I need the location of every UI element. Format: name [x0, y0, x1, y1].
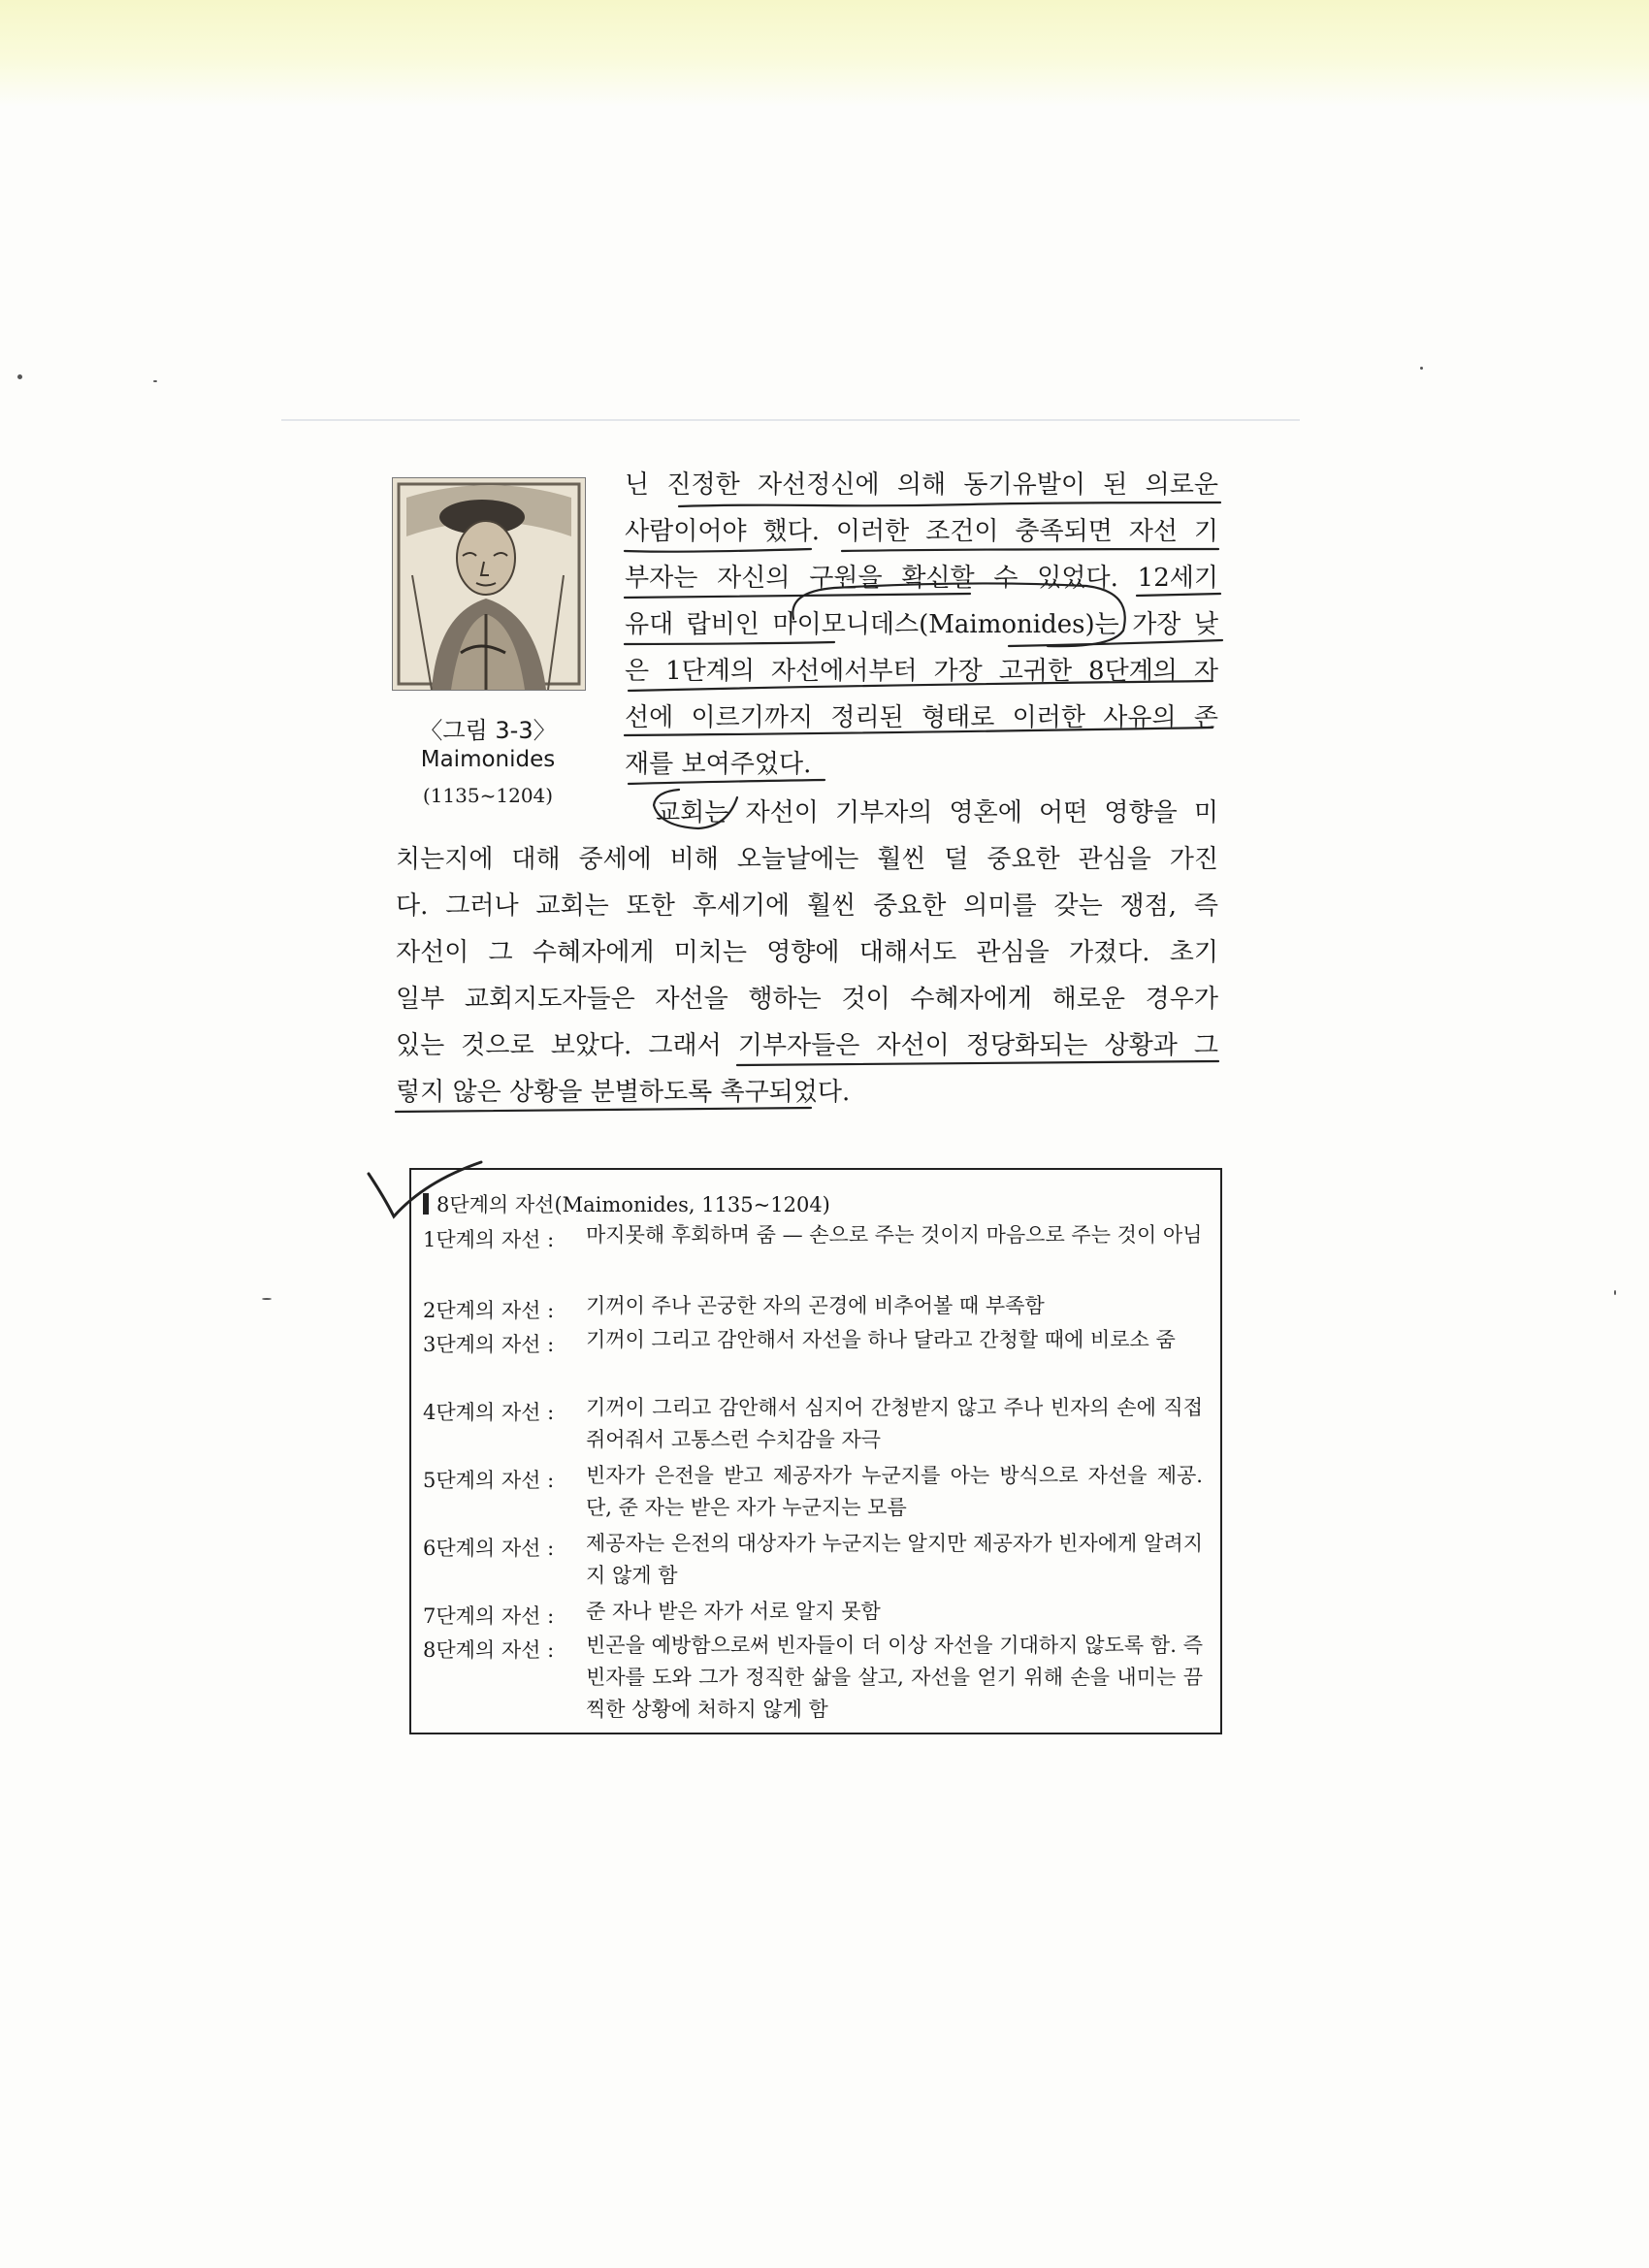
body-line: 있는 것으로 보았다. 그래서 기부자들은 자선이 정당화되는 상황과 그: [396, 1031, 1218, 1060]
box-title-text: 8단계의 자선(Maimonides, 1135~1204): [436, 1193, 830, 1216]
stage-text: 빈자가 은전을 받고 제공자가 누군지를 아는 방식으로 자선을 제공. 단, 준 자는 받은 자가 누군지는 모름: [586, 1464, 1203, 1519]
title-bar-icon: [423, 1193, 429, 1215]
body-line: 교회는 자선이 기부자의 영혼에 어떤 영향을 미: [656, 798, 1218, 827]
figure-caption-label: 〈그림 3-3〉: [419, 717, 557, 744]
stage-text: 기꺼이 그리고 감안해서 자선을 하나 달라고 간청할 때에 비로소 줌: [586, 1328, 1176, 1351]
body-line: 렇지 않은 상황을 분별하도록 촉구되었다.: [396, 1078, 851, 1107]
pen-underline: [396, 1108, 811, 1112]
stage-text: 기꺼이 주나 곤궁한 자의 곤경에 비추어볼 때 부족함: [586, 1294, 1045, 1317]
pen-underline: [679, 502, 1220, 506]
stage-label: 8단계의 자선 :: [423, 1638, 555, 1662]
body-line: 재를 보여주었다.: [625, 750, 812, 779]
body-line: 선에 이르기까지 정리된 형태로 이러한 사유의 존: [625, 703, 1218, 732]
figure-caption-years: (1135~1204): [422, 784, 554, 807]
pen-underline: [1137, 594, 1220, 596]
pen-underline: [625, 549, 811, 552]
box-title: [423, 1189, 830, 1218]
body-line: 치는지에 대해 중세에 비해 오늘날에는 훨씬 덜 중요한 관심을 가진: [396, 845, 1218, 874]
pen-underline: [625, 642, 834, 644]
stage-text: 기꺼이 그리고 감안해서 심지어 간청받지 않고 주나 빈자의 손에 직접 쥐어줘서 고통스런 수치감을 자극: [586, 1396, 1203, 1451]
stage-label: 2단계의 자선 :: [423, 1299, 555, 1322]
pen-underline: [625, 594, 970, 598]
pen-underline: [737, 1061, 1218, 1065]
pen-underline: [842, 549, 1218, 551]
body-line: 닌 진정한 자선정신에 의해 동기유발이 된 의로운: [625, 470, 1218, 500]
pen-underline: [629, 681, 1212, 691]
body-line: 자선이 그 수혜자에게 미치는 영향에 대해서도 관심을 가졌다. 초기: [396, 938, 1218, 967]
stage-label: 1단계의 자선 :: [423, 1228, 555, 1251]
body-line: 일부 교회지도자들은 자선을 행하는 것이 수혜자에게 해로운 경우가: [396, 985, 1218, 1014]
pen-underline: [629, 780, 824, 784]
pen-underline: [625, 728, 1212, 735]
body-line: 부자는 자신의 구원을 확신할 수 있었다. 12세기: [625, 564, 1218, 593]
stage-label: 4단계의 자선 :: [423, 1401, 555, 1424]
figure-caption-name: Maimonides: [420, 747, 556, 772]
stage-text: 빈곤을 예방함으로써 빈자들이 더 이상 자선을 기대하지 않도록 함. 즉 빈자를 도와 그가 정직한 삶을 살고, 자선을 얻기 위해 손을 내미는 끔찍한 상황에 처하지 않게 함: [586, 1634, 1203, 1721]
stage-text: 준 자나 받은 자가 서로 알지 못함: [586, 1600, 881, 1623]
body-line: 다. 그러나 교회는 또한 후세기에 훨씬 중요한 의미를 갖는 쟁점, 즉: [396, 891, 1218, 921]
pen-underline: [1009, 640, 1222, 646]
pen-circle: [654, 790, 737, 828]
body-line: 유대 랍비인 마이모니데스(Maimonides)는 가장 낮: [625, 610, 1218, 639]
body-line: 은 1단계의 자선에서부터 가장 고귀한 8단계의 자: [625, 657, 1218, 686]
stage-label: 3단계의 자선 :: [423, 1333, 555, 1356]
stage-text: 제공자는 은전의 대상자가 누군지는 알지만 제공자가 빈자에게 알려지지 않게 함: [586, 1532, 1203, 1587]
stage-text: 마지못해 후회하며 줌 — 손으로 주는 것이지 마음으로 주는 것이 아님: [586, 1223, 1203, 1247]
stage-label: 6단계의 자선 :: [423, 1537, 555, 1560]
stage-label: 7단계의 자선 :: [423, 1604, 555, 1628]
body-line: 사람이어야 했다. 이러한 조건이 충족되면 자선 기: [625, 517, 1218, 546]
stage-label: 5단계의 자선 :: [423, 1469, 555, 1492]
